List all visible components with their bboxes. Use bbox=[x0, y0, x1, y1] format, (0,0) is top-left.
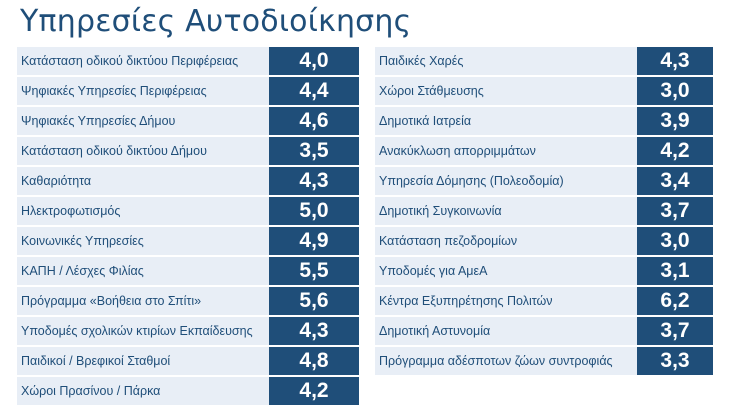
score-value: 3,0 bbox=[637, 77, 713, 105]
service-label: Δημοτική Αστυνομία bbox=[375, 317, 637, 345]
service-label: ΚΑΠΗ / Λέσχες Φιλίας bbox=[17, 257, 269, 285]
service-label: Παιδικοί / Βρεφικοί Σταθμοί bbox=[17, 347, 269, 375]
score-value: 3,1 bbox=[637, 257, 713, 285]
page-title: Υπηρεσίες Αυτοδιοίκησης bbox=[20, 4, 412, 39]
score-value: 3,4 bbox=[637, 167, 713, 195]
score-value: 3,5 bbox=[269, 137, 359, 165]
score-value: 4,8 bbox=[269, 347, 359, 375]
service-label: Ψηφιακές Υπηρεσίες Περιφέρειας bbox=[17, 77, 269, 105]
service-label: Ανακύκλωση απορριμμάτων bbox=[375, 137, 637, 165]
score-value: 4,6 bbox=[269, 107, 359, 135]
score-value: 3,3 bbox=[637, 347, 713, 375]
service-label: Πρόγραμμα «Βοήθεια στο Σπίτι» bbox=[17, 287, 269, 315]
score-value: 3,0 bbox=[637, 227, 713, 255]
service-label: Κατάσταση οδικού δικτύου Δήμου bbox=[17, 137, 269, 165]
service-label: Χώροι Στάθμευσης bbox=[375, 77, 637, 105]
service-label: Πρόγραμμα αδέσποτων ζώων συντροφιάς bbox=[375, 347, 637, 375]
score-value: 4,3 bbox=[269, 167, 359, 195]
score-value: 4,2 bbox=[269, 377, 359, 405]
service-label: Δημοτική Συγκοινωνία bbox=[375, 197, 637, 225]
service-label: Δημοτικά Ιατρεία bbox=[375, 107, 637, 135]
service-label: Καθαριότητα bbox=[17, 167, 269, 195]
score-value: 5,0 bbox=[269, 197, 359, 225]
service-label: Υπηρεσία Δόμησης (Πολεοδομία) bbox=[375, 167, 637, 195]
service-label: Κοινωνικές Υπηρεσίες bbox=[17, 227, 269, 255]
service-label: Ψηφιακές Υπηρεσίες Δήμου bbox=[17, 107, 269, 135]
score-value: 4,4 bbox=[269, 77, 359, 105]
score-value: 3,9 bbox=[637, 107, 713, 135]
score-value: 4,2 bbox=[637, 137, 713, 165]
score-value: 4,3 bbox=[269, 317, 359, 345]
score-value: 5,5 bbox=[269, 257, 359, 285]
score-value: 4,9 bbox=[269, 227, 359, 255]
score-value: 6,2 bbox=[637, 287, 713, 315]
score-value: 4,3 bbox=[637, 47, 713, 75]
service-label: Υποδομές για ΑμεΑ bbox=[375, 257, 637, 285]
service-label: Χώροι Πρασίνου / Πάρκα bbox=[17, 377, 269, 405]
service-label: Κέντρα Εξυπηρέτησης Πολιτών bbox=[375, 287, 637, 315]
service-label: Παιδικές Χαρές bbox=[375, 47, 637, 75]
service-label: Υποδομές σχολικών κτιρίων Εκπαίδευσης bbox=[17, 317, 269, 345]
score-value: 4,0 bbox=[269, 47, 359, 75]
service-label: Κατάσταση πεζοδρομίων bbox=[375, 227, 637, 255]
score-value: 3,7 bbox=[637, 317, 713, 345]
score-value: 5,6 bbox=[269, 287, 359, 315]
score-value: 3,7 bbox=[637, 197, 713, 225]
service-label: Κατάσταση οδικού δικτύου Περιφέρειας bbox=[17, 47, 269, 75]
service-label: Ηλεκτροφωτισμός bbox=[17, 197, 269, 225]
